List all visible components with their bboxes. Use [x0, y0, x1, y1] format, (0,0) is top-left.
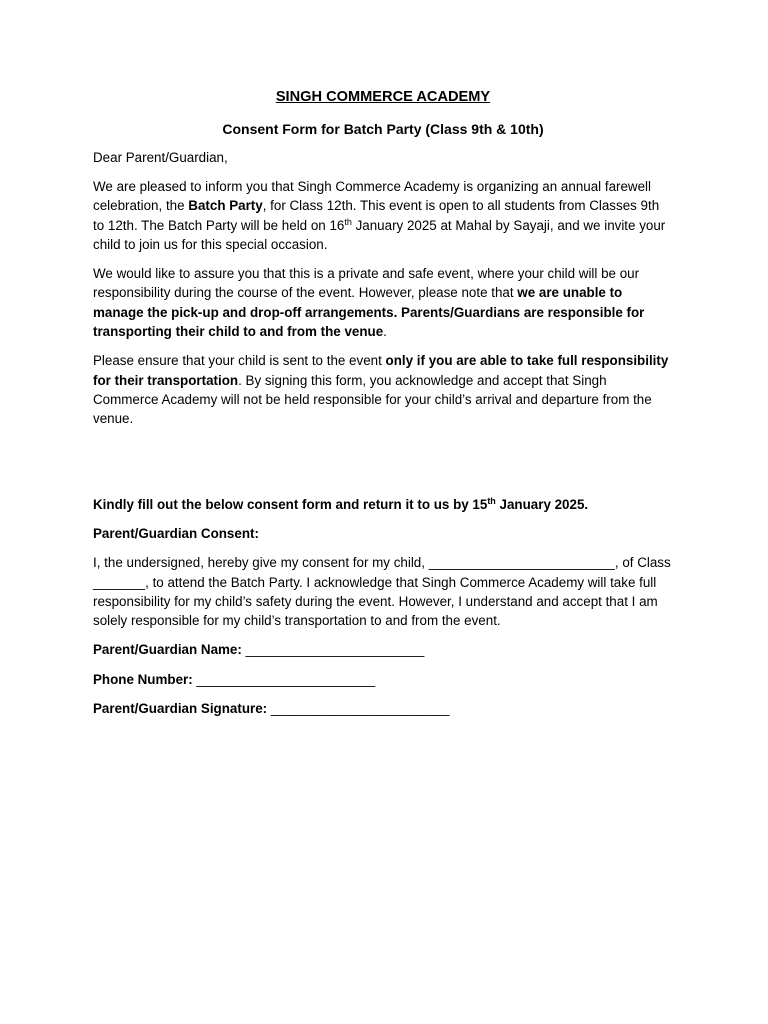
paragraph-text: We are pleased to inform you that Singh Commerce Academy is organizing an annual farewell celebration, the	[93, 178, 651, 214]
class-blank[interactable]: _______	[93, 574, 146, 590]
consent-statement	[93, 553, 673, 631]
form-subtitle: Consent Form for Batch Party (Class 9th & 10th)	[222, 121, 544, 137]
phone-number-label: Phone Number:	[93, 671, 197, 687]
instruction-text: Kindly fill out the below consent form and return it to us by 15th January 2025.	[93, 496, 589, 513]
paragraph-text: We would like to assure you that this is a private and safe event, where your child will be our responsibility during the course of the event. However, please note that	[93, 266, 640, 301]
child-name-blank[interactable]: _________________________	[428, 555, 615, 571]
page-title: SINGH COMMERCE ACADEMY	[275, 89, 491, 105]
signature-label: Parent/Guardian Signature:	[93, 701, 271, 717]
paragraph-text: , to attend the Batch Party. I acknowledge that Singh Commerce Academy will take full responsibility for my child’s safety during the event. However, I understand and accept that I am solely responsible for my child’s transportation to and from the event.	[93, 574, 658, 629]
phone-number-field	[93, 670, 673, 689]
paragraph-bold-text: Batch Party	[188, 198, 263, 214]
document-page	[93, 86, 673, 728]
consent-heading: Parent/Guardian Consent:	[93, 526, 259, 542]
paragraph-announcement	[93, 177, 673, 255]
paragraph-safety	[93, 264, 673, 342]
paragraph-transport	[93, 351, 673, 429]
paragraph-text: , of Class	[614, 555, 671, 571]
ordinal-suffix: th	[487, 496, 496, 507]
paragraph-text: January 2025 at Mahal by Sayaji, and we invite your child to join us for this special occasion.	[93, 217, 666, 253]
paragraph-bold-text: we are unable to manage the pick-up and drop-off arrangements. Parents/Guardians are responsible for transporting their child to and from the venue	[93, 285, 645, 340]
salutation: Dear Parent/Guardian,	[93, 150, 228, 165]
paragraph-bold-text: only if you are able to take full responsibility for their transportation	[93, 353, 669, 388]
paragraph-text: , for Class 12th. This event is open to all students from Classes 9th to 12th. The Batch Party will be held on 16	[93, 198, 660, 233]
parent-name-label: Parent/Guardian Name:	[93, 642, 246, 658]
spacer	[93, 438, 673, 495]
signature-field	[93, 699, 673, 718]
return-instruction	[93, 495, 673, 514]
paragraph-text: .	[383, 324, 387, 340]
paragraph-text: I, the undersigned, hereby give my consent for my child,	[93, 555, 429, 571]
paragraph-text: . By signing this form, you acknowledge and accept that Singh Commerce Academy will not be held responsible for your child’s arrival and departure from the venue.	[93, 372, 652, 427]
phone-number-blank[interactable]: ________________________	[196, 671, 376, 687]
paragraph-text: Please ensure that your child is sent to the event	[93, 353, 386, 369]
parent-name-blank[interactable]: ________________________	[245, 642, 425, 658]
signature-blank[interactable]: ________________________	[270, 701, 450, 717]
ordinal-suffix: th	[344, 216, 352, 227]
parent-name-field	[93, 640, 673, 659]
